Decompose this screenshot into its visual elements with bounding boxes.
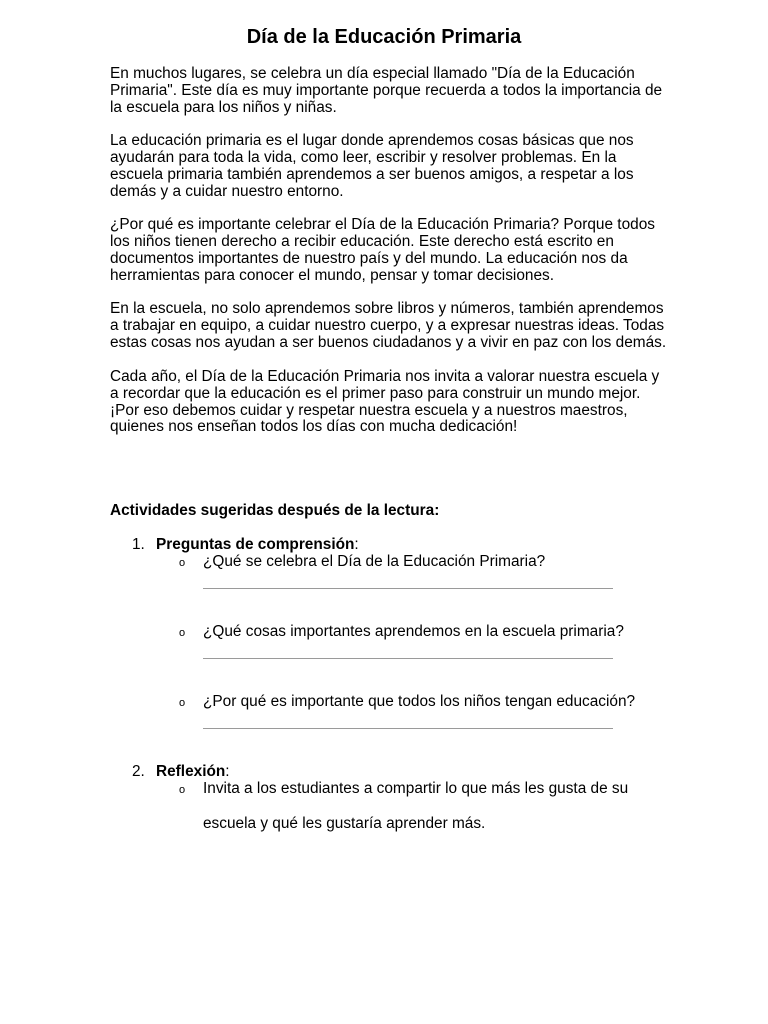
question-1: ¿Qué se celebra el Día de la Educación Primaria? bbox=[203, 553, 546, 570]
reflection-line-1: Invita a los estudiantes a compartir lo que más les gusta de su bbox=[203, 780, 629, 797]
paragraph-2: La educación primaria es el lugar donde aprendemos cosas básicas que nos ayudarán para toda la vida, como leer, escribir y resolver problemas. En la escuela primaria también aprendemos a ser buenos amigos, a respetar a los demás y a cuidar nuestro entorno. bbox=[110, 132, 634, 200]
paragraph-1: En muchos lugares, se celebra un día especial llamado "Día de la Educación Primaria". Este día es muy importante porque recuerda a todos la importancia de la escuela para los niños y niñas. bbox=[110, 65, 663, 116]
activity-number: 1. bbox=[132, 536, 145, 553]
activity-label-suffix: : bbox=[225, 763, 230, 780]
activity-label bbox=[156, 763, 230, 781]
body-text bbox=[110, 66, 670, 453]
bullet-icon: o bbox=[179, 697, 186, 709]
activity-label-suffix: : bbox=[354, 536, 359, 553]
question-3: ¿Por qué es importante que todos los niños tengan educación? bbox=[203, 693, 636, 710]
answer-line-3[interactable] bbox=[203, 728, 613, 729]
question-2: ¿Qué cosas importantes aprendemos en la escuela primaria? bbox=[203, 623, 624, 640]
answer-line-2[interactable] bbox=[203, 658, 613, 659]
activity-label bbox=[156, 536, 359, 554]
activity-label-bold: Reflexión bbox=[156, 763, 226, 780]
bullet-icon: o bbox=[179, 557, 186, 569]
answer-line-1[interactable] bbox=[203, 588, 613, 589]
paragraph-5: Cada año, el Día de la Educación Primaria nos invita a valorar nuestra escuela y a recordar que la educación es el primer paso para construir un mundo mejor. ¡Por eso debemos cuidar y respetar nuestra escuela y a nuestros maestros, quienes nos enseñan todos los días con mucha dedicación! bbox=[110, 367, 660, 436]
paragraph-3: ¿Por qué es importante celebrar el Día de la Educación Primaria? Porque todos los niños tienen derecho a recibir educación. Este derecho está escrito en documentos importantes de nuestro país y del mundo. La educación nos da herramientas para conocer el mundo, pensar y tomar decisiones. bbox=[110, 216, 655, 285]
bullet-icon: o bbox=[179, 627, 186, 639]
activity-number: 2. bbox=[132, 763, 145, 780]
reflection-line-2: escuela y qué les gustaría aprender más. bbox=[203, 815, 486, 832]
paragraph-4: En la escuela, no solo aprendemos sobre libros y números, también aprendemos a trabajar en equipo, a cuidar nuestro cuerpo, y a expresar nuestras ideas. Todas estas cosas nos ayudan a ser buenos ciudadanos y a vivir en paz con los demás. bbox=[110, 300, 667, 352]
bullet-icon: o bbox=[179, 784, 186, 796]
activities-heading: Actividades sugeridas después de la lectura: bbox=[110, 502, 440, 519]
activity-label-bold: Preguntas de comprensión bbox=[156, 536, 355, 553]
page-title: Día de la Educación Primaria bbox=[246, 26, 522, 48]
